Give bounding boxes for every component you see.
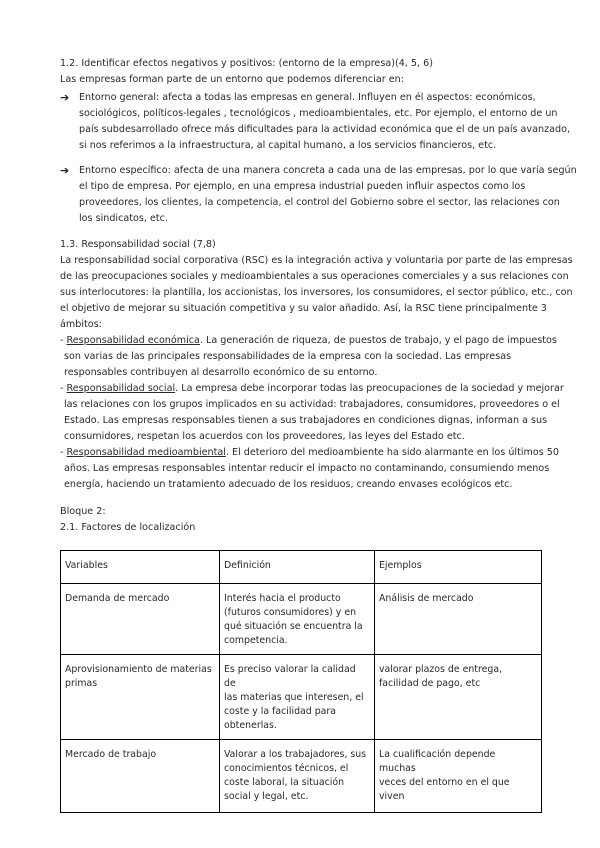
cell-line: Análisis de mercado (379, 593, 474, 604)
cell-definicion (220, 655, 375, 740)
bloque-title: Bloque 2: (60, 506, 106, 517)
table-row (61, 655, 542, 740)
bullet-line: Entorno general: afecta a todas las empresas en general. Influyen en él aspectos: económicos, (79, 92, 536, 103)
rsc-item-economica (60, 333, 557, 381)
section-1-2-intro: Las empresas forman parte de un entorno que podemos diferenciar en: (60, 74, 404, 85)
bullet-line: Entorno específico: afecta de una manera concreta a cada una de las empresas, por lo que varía según (79, 165, 577, 176)
rsc-intro-line: La responsabilidad social corporativa (RSC) es la integración activa y voluntaria por parte de las empresas (60, 255, 573, 266)
table-row (61, 584, 542, 655)
rsc-item-line: energía, haciendo un tratamiento adecuado de los residuos, creando envases ecológicos etc. (64, 479, 513, 490)
rsc-item-line: Estado. Las empresas responsables tienen a sus trabajadores en condiciones dignas, informan a sus (64, 415, 548, 426)
cell-ejemplos (375, 584, 542, 655)
cell-line: Aprovisionamiento de materias (65, 664, 212, 675)
rsc-intro-line: ámbitos: (60, 319, 102, 330)
rsc-item-line: años. Las empresas responsables intentar reducir el impacto no contaminando, consumiendo menos (64, 463, 550, 474)
localization-factors-table (60, 550, 542, 813)
cell-line: qué situación se encuentra la (224, 621, 363, 632)
cell-line: competencia. (224, 635, 288, 646)
term-responsabilidad-medioambiental: Responsabilidad medioambiental (66, 447, 226, 458)
header-ejemplos: Ejemplos (375, 551, 542, 584)
rsc-item-line: responsables contribuyen al desarrollo económico de su entorno. (64, 367, 378, 378)
table-header-row (61, 551, 542, 584)
dash: - (60, 447, 67, 458)
section-2-1-heading: 2.1. Factores de localización (60, 522, 196, 533)
dash: - (60, 335, 67, 346)
bullet-line: sociológicos, políticos-legales , tecnológicos , medioambientales, etc. Por ejemplo, el entorno de un (79, 108, 558, 119)
term-responsabilidad-economica: Responsabilidad económica (66, 335, 200, 346)
document-page (60, 56, 577, 813)
rsc-item-text: . La generación de riqueza, de puestos de trabajo, y el pago de impuestos (199, 335, 557, 346)
cell-line: facilidad de pago, etc (379, 678, 481, 689)
cell-line: social y legal, etc. (224, 791, 309, 802)
header-definicion: Definición (220, 551, 375, 584)
cell-line: (futuros consumidores) y en (224, 607, 357, 618)
rsc-item-first-line (60, 445, 559, 461)
bullet-entorno-general (60, 90, 570, 154)
cell-line: Es preciso valorar la calidad de (224, 664, 356, 689)
rsc-item-first-line (60, 333, 557, 349)
rsc-item-line: son varias de las principales responsabilidades de la empresa con la sociedad. Las empresas (64, 351, 512, 362)
cell-line: coste laboral, la situación (224, 777, 345, 788)
arrow-bullet-icon: ➔ (60, 91, 70, 104)
cell-line: Demanda de mercado (65, 593, 170, 604)
cell-ejemplos (375, 655, 542, 740)
cell-variable (61, 655, 220, 740)
rsc-intro-line: de las preocupaciones sociales y medioambientales a sus operaciones comerciales y a sus relaciones con (60, 271, 569, 282)
cell-line: obtenerlas. (224, 720, 277, 731)
rsc-intro-line: el objetivo de mejorar su situación competitiva y su valor añadido. Así, la RSC tiene principalmente 3 (60, 303, 547, 314)
dash: - (60, 383, 67, 394)
bullet-line: el tipo de empresa. Por ejemplo, en una empresa industrial pueden influir aspectos como los (79, 181, 526, 192)
bullet-entorno-especifico (60, 163, 577, 227)
section-1-2-heading: 1.2. Identificar efectos negativos y positivos: (entorno de la empresa)(4, 5, 6) (60, 58, 433, 69)
cell-line: veces del entorno en el que viven (379, 777, 510, 802)
section-1-3-heading: 1.3. Responsabilidad social (7,8) (60, 239, 216, 250)
rsc-item-line: las relaciones con los grupos implicados en su actividad: trabajadores, consumidores, proveedores o el (64, 399, 560, 410)
cell-line: valorar plazos de entrega, (379, 664, 503, 675)
cell-definicion (220, 740, 375, 813)
cell-line: las materias que interesen, el (224, 692, 364, 703)
cell-line: primas (65, 678, 98, 689)
cell-line: La cualificación depende muchas (379, 749, 496, 774)
rsc-item-line: consumidores, respetan los acuerdos con los proveedores, las leyes del Estado etc. (64, 431, 465, 442)
cell-variable (61, 584, 220, 655)
rsc-item-social (60, 381, 564, 445)
cell-line: Mercado de trabajo (65, 749, 157, 760)
rsc-item-text: . La empresa debe incorporar todas las preocupaciones de la sociedad y mejorar (175, 383, 564, 394)
term-responsabilidad-social: Responsabilidad social (66, 383, 176, 394)
bullet-line: si nos referimos a la infraestructura, al capital humano, a los servicios financieros, etc. (79, 140, 497, 151)
cell-variable (61, 740, 220, 813)
rsc-item-first-line (60, 381, 564, 397)
cell-ejemplos (375, 740, 542, 813)
bullet-line: proveedores, los clientes, la competencia, el control del Gobierno sobre el sector, las relaciones con (79, 197, 560, 208)
cell-line: Interés hacia el producto (224, 593, 341, 604)
table-row (61, 740, 542, 813)
cell-line: Valorar a los trabajadores, sus (224, 749, 367, 760)
header-variables: Variables (61, 551, 220, 584)
cell-definicion (220, 584, 375, 655)
bullet-line: los sindicatos, etc. (79, 213, 168, 224)
cell-line: coste y la facilidad para (224, 706, 336, 717)
cell-line: conocimientos técnicos, el (224, 763, 349, 774)
rsc-item-medioambiental (60, 445, 559, 493)
rsc-intro-line: sus interlocutores: la plantilla, los accionistas, los inversores, los consumidores, el sector público, etc., con (60, 287, 573, 298)
rsc-item-text: . El deterioro del medioambiente ha sido alarmante en los últimos 50 (225, 447, 559, 458)
arrow-bullet-icon: ➔ (60, 164, 70, 177)
bullet-line: país subdesarrollado ofrece más dificultades para la actividad económica que el de un país avanzado, (79, 124, 570, 135)
